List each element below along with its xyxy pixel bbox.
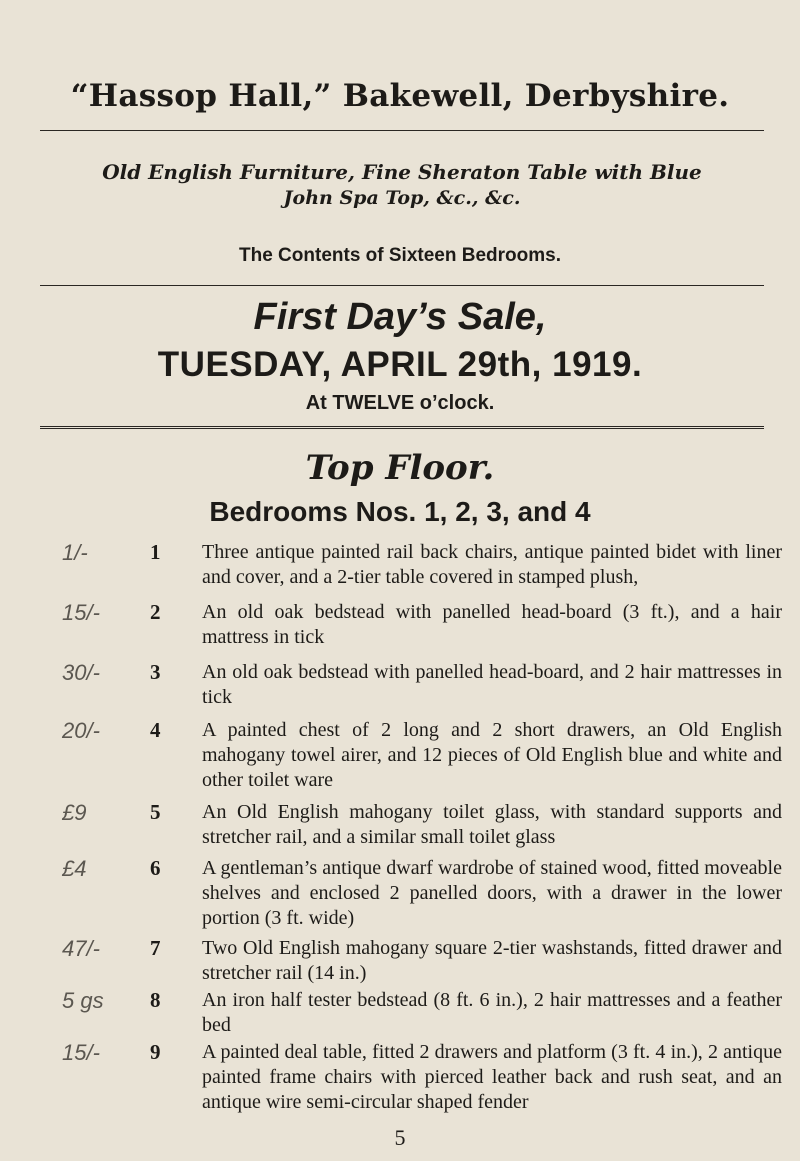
lot-number: 1 — [150, 540, 161, 564]
price-annotation: 20/- — [62, 718, 100, 743]
sale-title: First Day’s Sale, — [253, 296, 547, 338]
lot-description: An iron half tester bedstead (8 ft. 6 in.), 2 hair mattresses and a feather bed — [202, 989, 782, 1036]
lot-description: An old oak bedstead with panelled head-board, and 2 hair mattresses in tick — [202, 661, 782, 708]
price-annotation: 47/- — [62, 936, 100, 961]
lot-number: 7 — [150, 936, 161, 960]
double-divider — [40, 426, 764, 429]
floor-heading: Top Floor. — [305, 448, 495, 488]
lot-number: 9 — [150, 1040, 161, 1064]
subtitle-line-1: Old English Furniture, Fine Sheraton Table with Blue — [102, 160, 702, 184]
page-number: 5 — [394, 1125, 406, 1150]
lot-number: 8 — [150, 988, 161, 1012]
lot-description: A gentleman’s antique dwarf wardrobe of stained wood, fitted moveable shelves and enclosed 2 panelled doors, with a drawer in the lower portion (3 ft. wide) — [202, 857, 782, 929]
lot-description: An old oak bedstead with panelled head-board (3 ft.), and a hair mattress in tick — [202, 601, 782, 648]
lot-number: 2 — [150, 600, 161, 624]
price-annotation: 5 gs — [62, 988, 104, 1013]
lot-description: A painted chest of 2 long and 2 short drawers, an Old English mahogany towel airer, and 12 pieces of Old English blue and white and other toilet ware — [202, 719, 782, 791]
lot-number: 6 — [150, 856, 161, 880]
price-annotation: 15/- — [62, 600, 100, 625]
lot-description: An Old English mahogany toilet glass, with standard supports and stretcher rail, and a similar small toilet glass — [202, 801, 782, 848]
lot-description: A painted deal table, fitted 2 drawers and platform (3 ft. 4 in.), 2 antique painted frame chairs with pierced leather back and rush seat, and an antique wire semi-circular shaped fender — [202, 1041, 782, 1113]
price-annotation: £9 — [62, 800, 87, 825]
lot-number: 4 — [150, 718, 161, 742]
sale-time: At TWELVE o’clock. — [305, 392, 495, 414]
sale-date: TUESDAY, APRIL 29th, 1919. — [157, 345, 643, 384]
lot-description: Three antique painted rail back chairs, antique painted bidet with liner and cover, and a 2-tier table covered in stamped plush, — [202, 541, 782, 588]
subtitle-line-2: John Spa Top, &c., &c. — [283, 187, 521, 209]
bedrooms-heading: Bedrooms Nos. 1, 2, 3, and 4 — [209, 496, 591, 527]
divider — [40, 285, 764, 286]
lot-number: 3 — [150, 660, 161, 684]
price-annotation: 1/- — [62, 540, 88, 565]
price-annotation: 15/- — [62, 1040, 100, 1065]
lot-description: Two Old English mahogany square 2-tier washstands, fitted drawer and stretcher rail (14 in.) — [202, 937, 782, 984]
contents-heading: The Contents of Sixteen Bedrooms. — [239, 245, 561, 266]
divider — [40, 130, 764, 131]
lot-number: 5 — [150, 800, 161, 824]
price-annotation: £4 — [62, 856, 87, 881]
page-title: “Hassop Hall,” Bakewell, Derbyshire. — [70, 78, 730, 114]
price-annotation: 30/- — [62, 660, 100, 685]
